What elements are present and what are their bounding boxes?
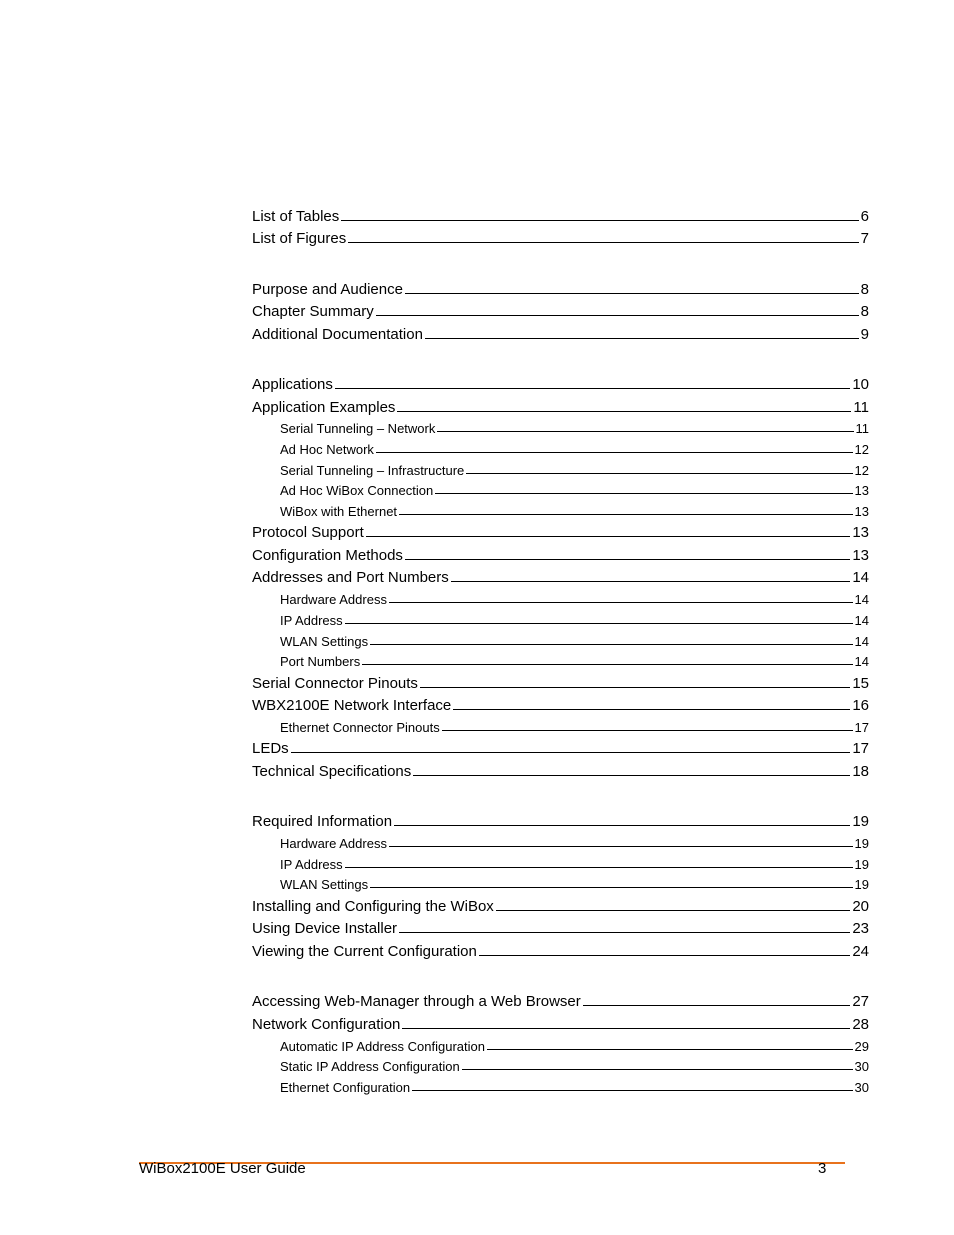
toc-entry-page: 12 [854, 441, 869, 457]
toc-entry-title: Protocol Support [252, 524, 364, 542]
toc-subentry[interactable] [252, 1033, 869, 1054]
toc-entry-page: 7 [860, 230, 869, 247]
toc-entry-title: Chapter Summary [252, 303, 374, 320]
toc-group [252, 371, 869, 780]
toc-leader-line [370, 644, 852, 645]
toc-subentry[interactable] [252, 416, 869, 437]
toc-entry[interactable] [252, 298, 869, 321]
toc-entry-title: WLAN Settings [280, 877, 369, 893]
toc-entry-title: Network Configuration [252, 1015, 401, 1033]
toc-entry-title: Hardware Address [280, 592, 387, 608]
toc-entry-title: WBX2100E Network Interface [252, 697, 452, 715]
toc-leader-line [453, 709, 850, 710]
toc-group [252, 808, 869, 960]
toc-leader-line [376, 315, 859, 316]
toc-entry[interactable] [252, 519, 869, 542]
toc-leader-line [341, 220, 858, 221]
toc-leader-line [345, 623, 853, 624]
toc-subentry[interactable] [252, 872, 869, 893]
toc-entry-title: Accessing Web-Manager through a Web Browser [252, 993, 581, 1011]
toc-entry-page: 14 [854, 612, 869, 628]
toc-entry-title: Required Information [252, 813, 393, 831]
footer-title: WiBox2100E User Guide [139, 1160, 306, 1177]
toc-subentry[interactable] [252, 1074, 869, 1095]
toc-subentry[interactable] [252, 436, 869, 457]
toc-entry-page: 19 [854, 836, 869, 852]
toc-entry[interactable] [252, 669, 869, 692]
toc-entry-title: Serial Tunneling – Network [280, 421, 436, 437]
toc-entry-title: Applications [252, 376, 333, 393]
toc-entry-title: Application Examples [252, 398, 396, 416]
toc-leader-line [487, 1049, 853, 1050]
toc-entry-title: Ad Hoc Network [280, 441, 374, 457]
toc-entry-page: 14 [854, 654, 869, 670]
toc-entry[interactable] [252, 808, 869, 831]
toc-entry[interactable] [252, 735, 869, 758]
toc-entry-page: 10 [852, 376, 869, 393]
toc-entry-title: Installing and Configuring the WiBox [252, 897, 494, 915]
toc-entry-title: Viewing the Current Configuration [252, 942, 477, 960]
toc-entry-page: 23 [852, 920, 869, 938]
toc-entry-title: Additional Documentation [252, 325, 423, 343]
toc-entry[interactable] [252, 320, 869, 343]
toc-leader-line [397, 411, 851, 412]
toc-entry-page: 8 [860, 280, 869, 298]
toc-leader-line [366, 536, 851, 537]
toc-entry-page: 13 [854, 503, 869, 519]
table-of-contents [252, 202, 869, 1095]
toc-entry-title: IP Address [280, 856, 343, 872]
toc-entry[interactable] [252, 202, 869, 225]
toc-entry-page: 17 [852, 740, 869, 758]
toc-subentry[interactable] [252, 478, 869, 499]
toc-subentry[interactable] [252, 607, 869, 628]
toc-leader-line [399, 514, 852, 515]
toc-leader-line [479, 955, 850, 956]
toc-entry-title: Ad Hoc WiBox Connection [280, 483, 434, 499]
toc-leader-line [370, 887, 852, 888]
toc-entry-title: Using Device Installer [252, 920, 398, 938]
toc-entry[interactable] [252, 692, 869, 715]
toc-leader-line [362, 664, 852, 665]
toc-entry-page: 24 [852, 942, 869, 960]
toc-entry-page: 11 [853, 398, 869, 416]
toc-leader-line [376, 452, 853, 453]
toc-group [252, 275, 869, 343]
toc-entry-page: 28 [852, 1015, 869, 1033]
toc-leader-line [435, 493, 852, 494]
toc-entry[interactable] [252, 393, 869, 416]
toc-entry-title: WiBox with Ethernet [280, 503, 398, 519]
toc-subentry[interactable] [252, 714, 869, 735]
toc-entry[interactable] [252, 371, 869, 394]
toc-group [252, 202, 869, 247]
toc-leader-line [405, 293, 859, 294]
toc-subentry[interactable] [252, 586, 869, 607]
toc-entry-title: Ethernet Configuration [280, 1080, 411, 1095]
toc-leader-line [389, 846, 853, 847]
toc-leader-line [496, 910, 851, 911]
toc-entry-title: Static IP Address Configuration [280, 1059, 460, 1075]
toc-subentry[interactable] [252, 851, 869, 872]
toc-entry-title: Technical Specifications [252, 762, 412, 780]
toc-entry-page: 8 [860, 303, 869, 320]
toc-subentry[interactable] [252, 649, 869, 670]
toc-leader-line [412, 1090, 852, 1091]
toc-entry-title: Automatic IP Address Configuration [280, 1038, 485, 1054]
toc-leader-line [437, 431, 853, 432]
toc-leader-line [345, 867, 853, 868]
toc-entry-title: List of Tables [252, 207, 340, 225]
toc-entry[interactable] [252, 1010, 869, 1033]
toc-entry-title: Addresses and Port Numbers [252, 569, 449, 587]
toc-entry-page: 15 [852, 674, 869, 692]
toc-subentry[interactable] [252, 830, 869, 851]
toc-entry-page: 30 [854, 1080, 869, 1095]
toc-entry-page: 6 [860, 207, 869, 225]
toc-entry-title: Hardware Address [280, 836, 387, 852]
toc-entry-page: 9 [860, 325, 869, 343]
toc-entry-title: Purpose and Audience [252, 280, 403, 298]
toc-leader-line [451, 581, 851, 582]
toc-entry-title: Configuration Methods [252, 546, 403, 564]
toc-entry-title: Serial Connector Pinouts [252, 674, 418, 692]
toc-entry-page: 19 [852, 813, 869, 831]
toc-leader-line [405, 559, 850, 560]
toc-entry-page: 14 [852, 569, 869, 587]
toc-entry-page: 14 [854, 592, 869, 608]
toc-entry[interactable] [252, 915, 869, 938]
toc-group [252, 988, 869, 1095]
toc-leader-line [420, 687, 850, 688]
toc-entry-title: LEDs [252, 740, 289, 758]
toc-entry-page: 16 [852, 697, 869, 715]
toc-entry-page: 19 [854, 856, 869, 872]
toc-subentry[interactable] [252, 628, 869, 649]
toc-leader-line [402, 1028, 850, 1029]
toc-subentry[interactable] [252, 457, 869, 478]
toc-entry[interactable] [252, 275, 869, 298]
toc-entry-page: 19 [854, 877, 869, 893]
toc-entry-title: Port Numbers [280, 654, 361, 670]
toc-entry[interactable] [252, 937, 869, 960]
toc-leader-line [466, 473, 852, 474]
toc-entry-page: 12 [854, 462, 869, 478]
toc-entry-page: 20 [852, 897, 869, 915]
toc-entry-page: 14 [854, 633, 869, 649]
toc-entry[interactable] [252, 225, 869, 248]
toc-entry-title: Ethernet Connector Pinouts [280, 719, 440, 735]
toc-entry-page: 11 [855, 421, 869, 437]
toc-entry-title: Serial Tunneling – Infrastructure [280, 462, 465, 478]
toc-entry[interactable] [252, 757, 869, 780]
toc-leader-line [335, 388, 850, 389]
toc-leader-line [291, 752, 851, 753]
toc-leader-line [394, 825, 850, 826]
toc-entry-page: 17 [854, 719, 869, 735]
toc-leader-line [399, 932, 850, 933]
toc-leader-line [583, 1005, 851, 1006]
toc-entry-page: 27 [852, 993, 869, 1011]
toc-entry-page: 13 [854, 483, 869, 499]
toc-entry-title: List of Figures [252, 230, 347, 247]
toc-leader-line [442, 730, 853, 731]
toc-entry-page: 18 [852, 762, 869, 780]
toc-subentry[interactable] [252, 498, 869, 519]
toc-entry-page: 29 [854, 1038, 869, 1054]
toc-leader-line [348, 242, 858, 243]
toc-entry-page: 30 [854, 1059, 869, 1075]
toc-leader-line [389, 602, 853, 603]
toc-entry-page: 13 [852, 524, 869, 542]
toc-entry[interactable] [252, 564, 869, 587]
toc-entry-title: IP Address [280, 612, 343, 628]
toc-entry-page: 13 [852, 546, 869, 564]
toc-leader-line [462, 1069, 853, 1070]
toc-entry[interactable] [252, 988, 869, 1011]
toc-entry[interactable] [252, 541, 869, 564]
toc-leader-line [413, 775, 850, 776]
toc-leader-line [425, 338, 859, 339]
toc-subentry[interactable] [252, 1054, 869, 1075]
toc-entry-title: WLAN Settings [280, 633, 369, 649]
footer-page-number: 3 [818, 1160, 827, 1177]
toc-entry[interactable] [252, 892, 869, 915]
